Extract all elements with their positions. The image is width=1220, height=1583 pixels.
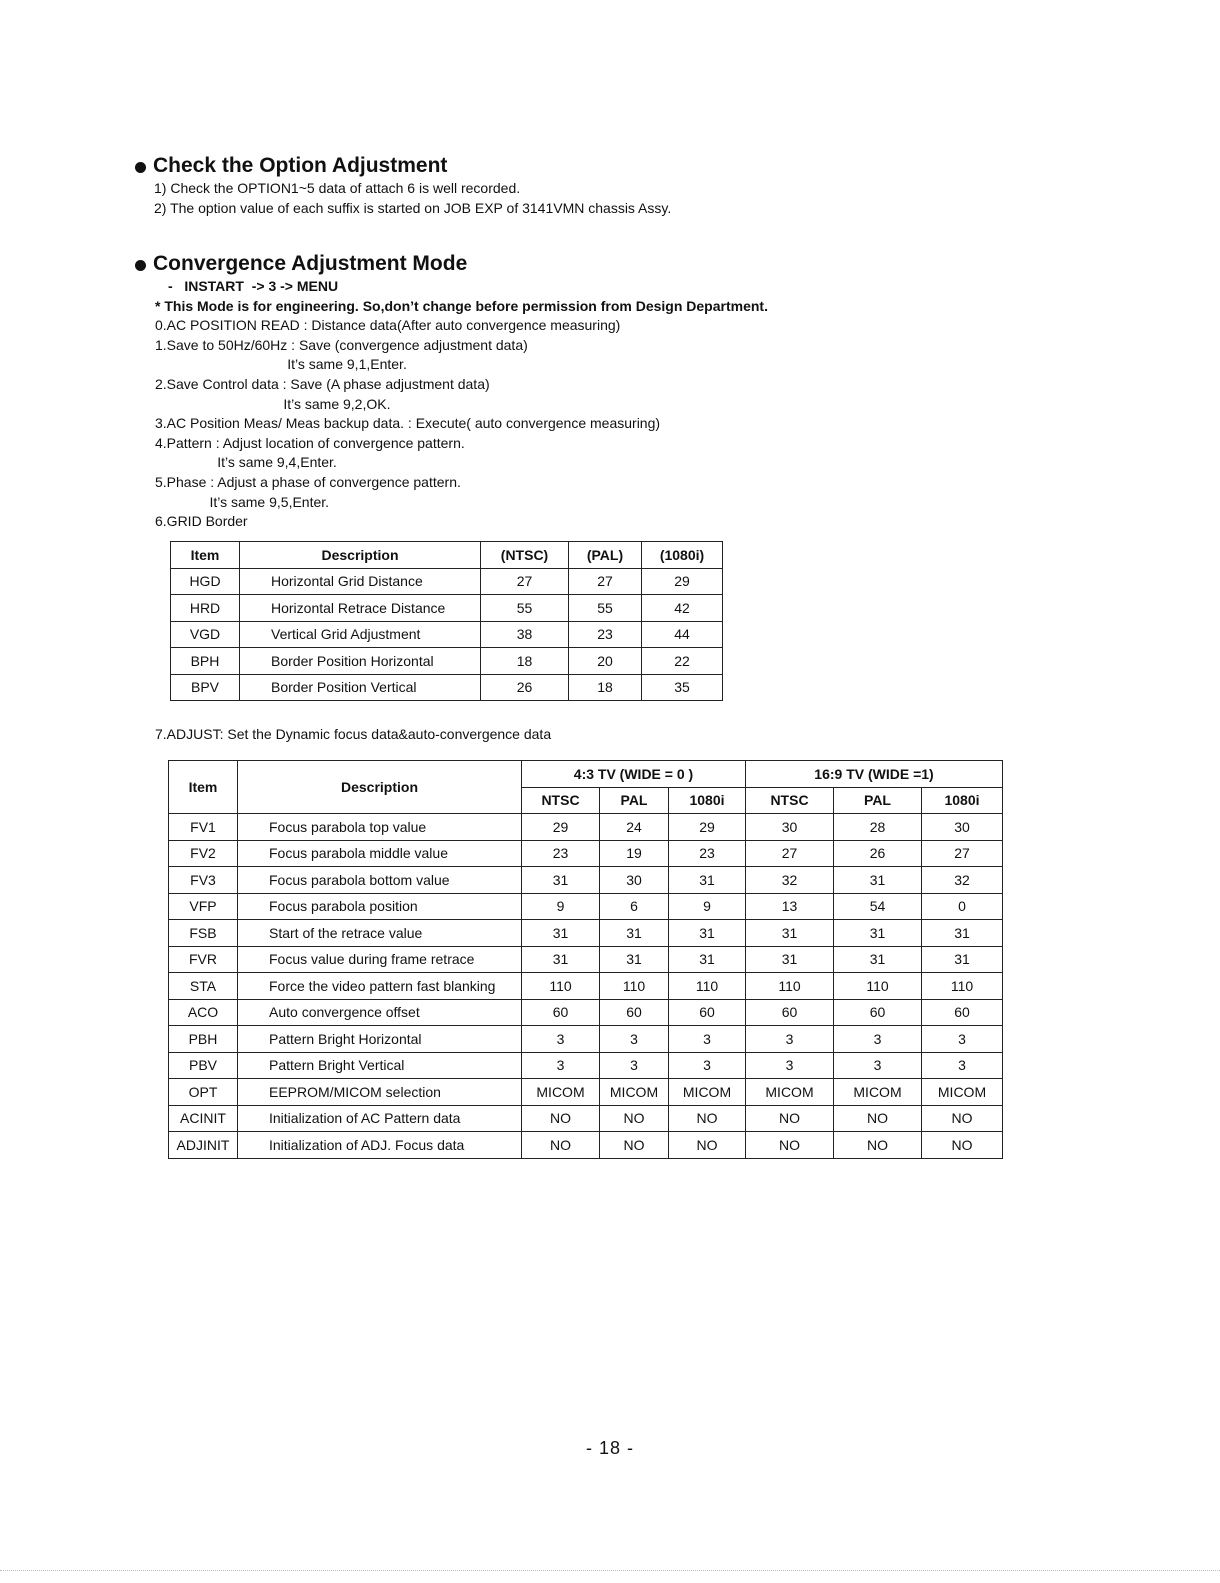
- sub-header: 1080i: [669, 787, 746, 814]
- mode-line-2: 2.Save Control data : Save (A phase adjustment data): [155, 375, 490, 392]
- value-cell: 27: [569, 568, 642, 595]
- table-row: [169, 1132, 1003, 1159]
- value-cell: 31: [834, 867, 922, 894]
- value-cell: 24: [600, 814, 669, 841]
- item-code-cell: PBH: [169, 1026, 238, 1053]
- item-code-cell: BPH: [171, 648, 240, 675]
- value-cell: 60: [922, 999, 1003, 1026]
- table-row: [169, 920, 1003, 947]
- value-cell: NO: [669, 1132, 746, 1159]
- sub-header: PAL: [834, 787, 922, 814]
- mode-line-0: 0.AC POSITION READ : Distance data(After auto convergence measuring): [155, 317, 621, 334]
- table-row: [169, 973, 1003, 1000]
- value-cell: 3: [834, 1052, 922, 1079]
- grid-border-table: [170, 541, 723, 701]
- description-cell: Initialization of ADJ. Focus data: [238, 1132, 522, 1159]
- value-cell: 42: [642, 595, 723, 622]
- option-adjustment-title: Check the Option Adjustment: [153, 154, 448, 177]
- description-cell: Focus value during frame retrace: [238, 946, 522, 973]
- convergence-heading: [135, 251, 1135, 277]
- value-cell: 29: [522, 814, 600, 841]
- value-cell: 110: [834, 973, 922, 1000]
- value-cell: 0: [922, 893, 1003, 920]
- value-cell: NO: [600, 1105, 669, 1132]
- description-cell: Pattern Bright Vertical: [238, 1052, 522, 1079]
- value-cell: 31: [922, 920, 1003, 947]
- page-edge-divider: [0, 1570, 1220, 1571]
- item-code-cell: ADJINIT: [169, 1132, 238, 1159]
- value-cell: 35: [642, 674, 723, 701]
- table-row: [169, 1026, 1003, 1053]
- value-cell: 3: [669, 1052, 746, 1079]
- value-cell: 30: [746, 814, 834, 841]
- table-row: [171, 674, 723, 701]
- value-cell: 38: [481, 621, 569, 648]
- item-code-cell: STA: [169, 973, 238, 1000]
- value-cell: 60: [746, 999, 834, 1026]
- table-row: [169, 893, 1003, 920]
- mode-line-3: 3.AC Position Meas/ Meas backup data. : Execute( auto convergence measuring): [155, 415, 661, 432]
- value-cell: 23: [569, 621, 642, 648]
- value-cell: NO: [834, 1105, 922, 1132]
- mode-line-1-note: It’s same 9,1,Enter.: [155, 356, 407, 373]
- value-cell: MICOM: [922, 1079, 1003, 1106]
- value-cell: 29: [669, 814, 746, 841]
- value-cell: MICOM: [746, 1079, 834, 1106]
- item-code-cell: PBV: [169, 1052, 238, 1079]
- option-line-2: 2) The option value of each suffix is started on JOB EXP of 3141VMN chassis Assy.: [154, 199, 672, 216]
- value-cell: 32: [922, 867, 1003, 894]
- pal-header: (PAL): [569, 542, 642, 569]
- value-cell: 54: [834, 893, 922, 920]
- value-cell: 3: [746, 1052, 834, 1079]
- value-cell: 6: [600, 893, 669, 920]
- value-cell: NO: [522, 1132, 600, 1159]
- item-header: Item: [169, 761, 238, 814]
- value-cell: NO: [746, 1132, 834, 1159]
- value-cell: NO: [669, 1105, 746, 1132]
- sub-header: NTSC: [746, 787, 834, 814]
- description-cell: Force the video pattern fast blanking: [238, 973, 522, 1000]
- item-code-cell: ACINIT: [169, 1105, 238, 1132]
- value-cell: 31: [834, 920, 922, 947]
- mode-line-1: 1.Save to 50Hz/60Hz : Save (convergence adjustment data): [155, 336, 528, 353]
- description-header: Description: [238, 761, 522, 814]
- adjust-table: [168, 760, 1003, 1159]
- value-cell: 13: [746, 893, 834, 920]
- description-cell: Border Position Vertical: [240, 674, 481, 701]
- table-row: [169, 814, 1003, 841]
- table-row: [171, 595, 723, 622]
- value-cell: 20: [569, 648, 642, 675]
- 1080i-header: (1080i): [642, 542, 723, 569]
- item-code-cell: HGD: [171, 568, 240, 595]
- item-code-cell: VFP: [169, 893, 238, 920]
- item-code-cell: FV1: [169, 814, 238, 841]
- value-cell: 31: [522, 920, 600, 947]
- value-cell: NO: [834, 1132, 922, 1159]
- table-row: [169, 1052, 1003, 1079]
- value-cell: 26: [481, 674, 569, 701]
- table-row: [171, 568, 723, 595]
- menu-path: - INSTART -> 3 -> MENU: [168, 278, 339, 294]
- value-cell: 18: [569, 674, 642, 701]
- table-row: [169, 867, 1003, 894]
- value-cell: 31: [522, 867, 600, 894]
- page-number: - 18 -: [585, 1438, 634, 1458]
- value-cell: MICOM: [834, 1079, 922, 1106]
- value-cell: NO: [746, 1105, 834, 1132]
- value-cell: 31: [600, 920, 669, 947]
- table-row: [169, 999, 1003, 1026]
- value-cell: 23: [522, 840, 600, 867]
- description-cell: Horizontal Retrace Distance: [240, 595, 481, 622]
- item-code-cell: FSB: [169, 920, 238, 947]
- value-cell: 30: [600, 867, 669, 894]
- description-cell: Horizontal Grid Distance: [240, 568, 481, 595]
- value-cell: 28: [834, 814, 922, 841]
- mode-line-5: 5.Phase : Adjust a phase of convergence pattern.: [155, 473, 461, 490]
- value-cell: 110: [746, 973, 834, 1000]
- table-row: [171, 648, 723, 675]
- value-cell: 31: [922, 946, 1003, 973]
- mode-line-2-note: It’s same 9,2,OK.: [155, 395, 391, 412]
- value-cell: 22: [642, 648, 723, 675]
- value-cell: 31: [834, 946, 922, 973]
- item-code-cell: BPV: [171, 674, 240, 701]
- value-cell: 60: [669, 999, 746, 1026]
- option-adjustment-section: [135, 153, 1135, 218]
- item-code-cell: ACO: [169, 999, 238, 1026]
- description-cell: Pattern Bright Horizontal: [238, 1026, 522, 1053]
- value-cell: 55: [481, 595, 569, 622]
- value-cell: 27: [922, 840, 1003, 867]
- description-cell: Initialization of AC Pattern data: [238, 1105, 522, 1132]
- sub-header: NTSC: [522, 787, 600, 814]
- mode-line-4: 4.Pattern : Adjust location of convergence pattern.: [155, 434, 465, 451]
- table-row: [169, 840, 1003, 867]
- table-row: [169, 1105, 1003, 1132]
- mode-line-4-note: It’s same 9,4,Enter.: [155, 454, 337, 471]
- description-header: Description: [240, 542, 481, 569]
- adjust-line: 7.ADJUST: Set the Dynamic focus data&auto-convergence data: [155, 726, 552, 742]
- value-cell: 3: [600, 1026, 669, 1053]
- value-cell: 3: [522, 1026, 600, 1053]
- value-cell: 3: [834, 1026, 922, 1053]
- value-cell: 29: [642, 568, 723, 595]
- warning-note: * This Mode is for engineering. So,don’t change before permission from Design Department.: [155, 297, 768, 314]
- value-cell: 110: [522, 973, 600, 1000]
- value-cell: 26: [834, 840, 922, 867]
- convergence-section: [135, 251, 1135, 532]
- item-code-cell: VGD: [171, 621, 240, 648]
- sub-header: 1080i: [922, 787, 1003, 814]
- value-cell: 3: [746, 1026, 834, 1053]
- table-row: [171, 621, 723, 648]
- value-cell: 31: [600, 946, 669, 973]
- value-cell: NO: [922, 1132, 1003, 1159]
- table-row: [169, 1079, 1003, 1106]
- value-cell: 18: [481, 648, 569, 675]
- value-cell: 27: [746, 840, 834, 867]
- value-cell: 60: [522, 999, 600, 1026]
- value-cell: 3: [922, 1026, 1003, 1053]
- value-cell: 31: [522, 946, 600, 973]
- value-cell: 3: [522, 1052, 600, 1079]
- description-cell: Focus parabola top value: [238, 814, 522, 841]
- bullet-icon: [135, 260, 146, 271]
- value-cell: 3: [922, 1052, 1003, 1079]
- bullet-icon: [135, 162, 146, 173]
- value-cell: NO: [600, 1132, 669, 1159]
- convergence-title: Convergence Adjustment Mode: [153, 252, 468, 275]
- value-cell: 3: [669, 1026, 746, 1053]
- value-cell: 23: [669, 840, 746, 867]
- value-cell: 110: [669, 973, 746, 1000]
- item-code-cell: HRD: [171, 595, 240, 622]
- option-line-1: 1) Check the OPTION1~5 data of attach 6 is well recorded.: [154, 180, 521, 196]
- value-cell: 55: [569, 595, 642, 622]
- value-cell: 27: [481, 568, 569, 595]
- description-cell: EEPROM/MICOM selection: [238, 1079, 522, 1106]
- value-cell: 9: [522, 893, 600, 920]
- value-cell: NO: [522, 1105, 600, 1132]
- value-cell: 30: [922, 814, 1003, 841]
- value-cell: 32: [746, 867, 834, 894]
- value-cell: 31: [669, 920, 746, 947]
- value-cell: 110: [922, 973, 1003, 1000]
- mode-line-6: 6.GRID Border: [155, 513, 248, 530]
- item-header: Item: [171, 542, 240, 569]
- description-cell: Vertical Grid Adjustment: [240, 621, 481, 648]
- description-cell: Auto convergence offset: [238, 999, 522, 1026]
- value-cell: 31: [669, 867, 746, 894]
- value-cell: 31: [669, 946, 746, 973]
- value-cell: 3: [600, 1052, 669, 1079]
- value-cell: MICOM: [669, 1079, 746, 1106]
- group-16-9-header: 16:9 TV (WIDE =1): [746, 761, 1003, 788]
- description-cell: Border Position Horizontal: [240, 648, 481, 675]
- value-cell: 60: [834, 999, 922, 1026]
- item-code-cell: FVR: [169, 946, 238, 973]
- value-cell: 31: [746, 946, 834, 973]
- ntsc-header: (NTSC): [481, 542, 569, 569]
- item-code-cell: FV2: [169, 840, 238, 867]
- item-code-cell: OPT: [169, 1079, 238, 1106]
- description-cell: Start of the retrace value: [238, 920, 522, 947]
- option-adjustment-heading: [135, 153, 1135, 179]
- sub-header: PAL: [600, 787, 669, 814]
- value-cell: NO: [922, 1105, 1003, 1132]
- value-cell: 44: [642, 621, 723, 648]
- item-code-cell: FV3: [169, 867, 238, 894]
- value-cell: MICOM: [522, 1079, 600, 1106]
- description-cell: Focus parabola middle value: [238, 840, 522, 867]
- group-4-3-header: 4:3 TV (WIDE = 0 ): [522, 761, 746, 788]
- mode-line-5-note: It’s same 9,5,Enter.: [155, 493, 330, 510]
- value-cell: 31: [746, 920, 834, 947]
- value-cell: MICOM: [600, 1079, 669, 1106]
- table-header-row: [171, 542, 723, 569]
- value-cell: 19: [600, 840, 669, 867]
- table-header-row: [169, 761, 1003, 788]
- description-cell: Focus parabola bottom value: [238, 867, 522, 894]
- value-cell: 9: [669, 893, 746, 920]
- description-cell: Focus parabola position: [238, 893, 522, 920]
- value-cell: 60: [600, 999, 669, 1026]
- table-row: [169, 946, 1003, 973]
- value-cell: 110: [600, 973, 669, 1000]
